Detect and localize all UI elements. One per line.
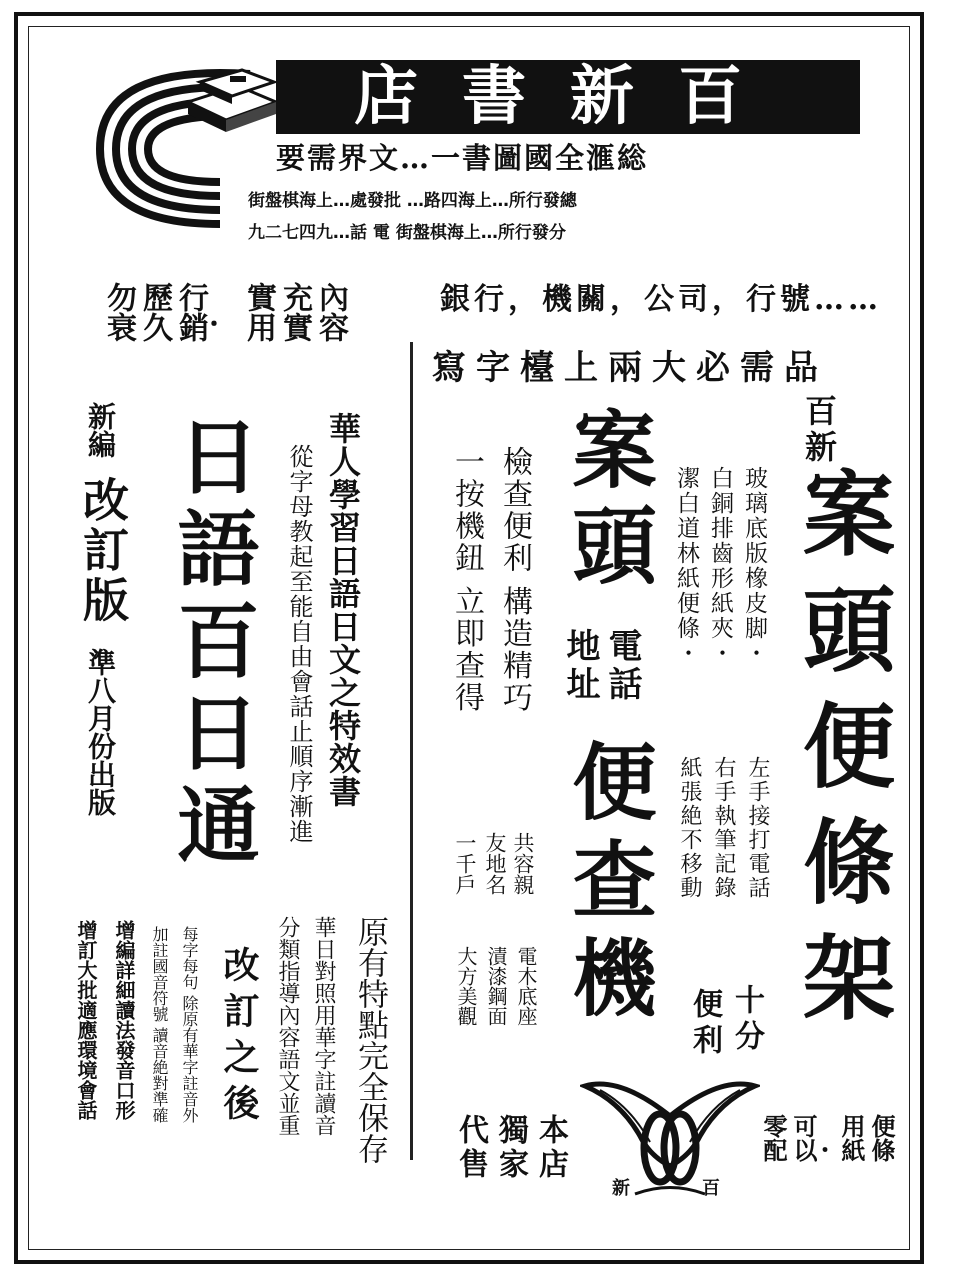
- product-1-feature: 白銅排齒形紙夾・: [707, 466, 733, 666]
- book-description-2: 從字母教起至能自由會話止順序漸進: [285, 444, 313, 844]
- edition-big: 改訂版: [76, 476, 130, 626]
- advertisement-frame: [14, 12, 924, 1264]
- revision-item: 華日對照用華字註讀音: [311, 916, 336, 1136]
- left-top-column: 充實: [277, 282, 312, 342]
- wings-emblem-logo: [580, 1076, 760, 1206]
- paper-line: 便條: [867, 1114, 896, 1162]
- sales-line: 本店: [533, 1114, 568, 1182]
- revision-item: 每字每句 除原有華字註音外: [180, 926, 199, 1124]
- left-top-column: 實用: [241, 282, 276, 342]
- product-2-material: 電木底座: [514, 946, 538, 1026]
- publish-date: 準八月份出版: [84, 648, 117, 816]
- sales-line: 代售: [453, 1114, 488, 1182]
- revision-heading: 改訂之後: [218, 946, 260, 1130]
- product-1-note: 右手執筆記錄: [711, 756, 736, 900]
- header-address-2: 九二七四九…話 電 街盤棋海上…所行發分: [248, 223, 566, 243]
- product-1-note: 左手接打電話: [745, 756, 770, 900]
- product-1-feature: 潔白道林紙便條・: [673, 466, 699, 666]
- left-top-column: 行銷: [173, 282, 208, 342]
- header-address-1: 街盤棋海上…處發批 …路四海上…所行發總: [248, 191, 577, 211]
- revision-item: 增編詳細讀法發音口形: [112, 920, 136, 1120]
- revision-item: 原有特點完全保存: [352, 916, 388, 1164]
- revision-item: 分類指導內容語文並重: [275, 916, 300, 1136]
- product-2-capacity: 共容親: [511, 832, 535, 895]
- brand-label: 百新: [800, 394, 838, 466]
- product-2-material: 漬漆鋼面: [484, 946, 508, 1026]
- sales-line: 獨家: [493, 1114, 528, 1182]
- product-1-benefit: 便利: [687, 988, 722, 1060]
- intro-line-2: 寫字檯上兩大必需品: [432, 348, 828, 388]
- paper-line: 零配: [759, 1114, 788, 1162]
- product-2-side-a: 電話: [602, 628, 642, 704]
- store-name: 店書新百: [354, 59, 786, 134]
- revision-item: 增訂大批適應環境會話: [74, 920, 98, 1120]
- product-2-material: 大方美觀: [454, 946, 478, 1026]
- book-title: 日語百日通: [164, 414, 260, 874]
- header-slogan: 要需界文…一書圖國全滙総: [276, 141, 649, 175]
- left-top-column: 勿衰: [101, 282, 136, 342]
- revision-item: 加註國音符號 讀音絶對準確: [150, 926, 169, 1124]
- product-2-title-bottom: 便查機: [559, 738, 658, 1032]
- paper-line: 用紙: [837, 1114, 866, 1162]
- center-divider: [410, 342, 413, 1160]
- paper-line: 可以: [789, 1114, 818, 1162]
- left-top-column: 內容: [313, 282, 348, 342]
- product-2-capacity: 一千戶: [453, 832, 477, 895]
- product-2-side-b: 地址: [560, 628, 600, 704]
- bullet-dot: ・: [814, 1138, 837, 1164]
- product-1-feature: 玻璃底版橡皮脚・: [741, 466, 767, 666]
- product-1-benefit: 十分: [729, 984, 764, 1056]
- product-2-title-top: 案頭: [559, 406, 658, 598]
- product-1-note: 紙張絶不移動: [677, 756, 702, 900]
- product-2-feature: 檢查便利 構造精巧: [497, 446, 532, 714]
- left-top-column: 歷久: [137, 282, 172, 342]
- intro-line-1: 銀行，機關，公司，行號……: [440, 282, 882, 317]
- books-icon: [178, 62, 288, 142]
- product-2-feature: 一按機鈕 立即查得: [449, 446, 484, 714]
- edition-small: 新編: [84, 402, 117, 458]
- emblem-left-char: 新: [612, 1178, 630, 1199]
- emblem-right-char: 百: [702, 1178, 720, 1199]
- bullet-dot: ・: [202, 309, 226, 338]
- book-description: 華人學習日語日文之特效書: [324, 412, 362, 808]
- product-2-capacity: 友地名: [483, 832, 507, 895]
- product-1-title: 案頭便條架: [788, 466, 896, 1046]
